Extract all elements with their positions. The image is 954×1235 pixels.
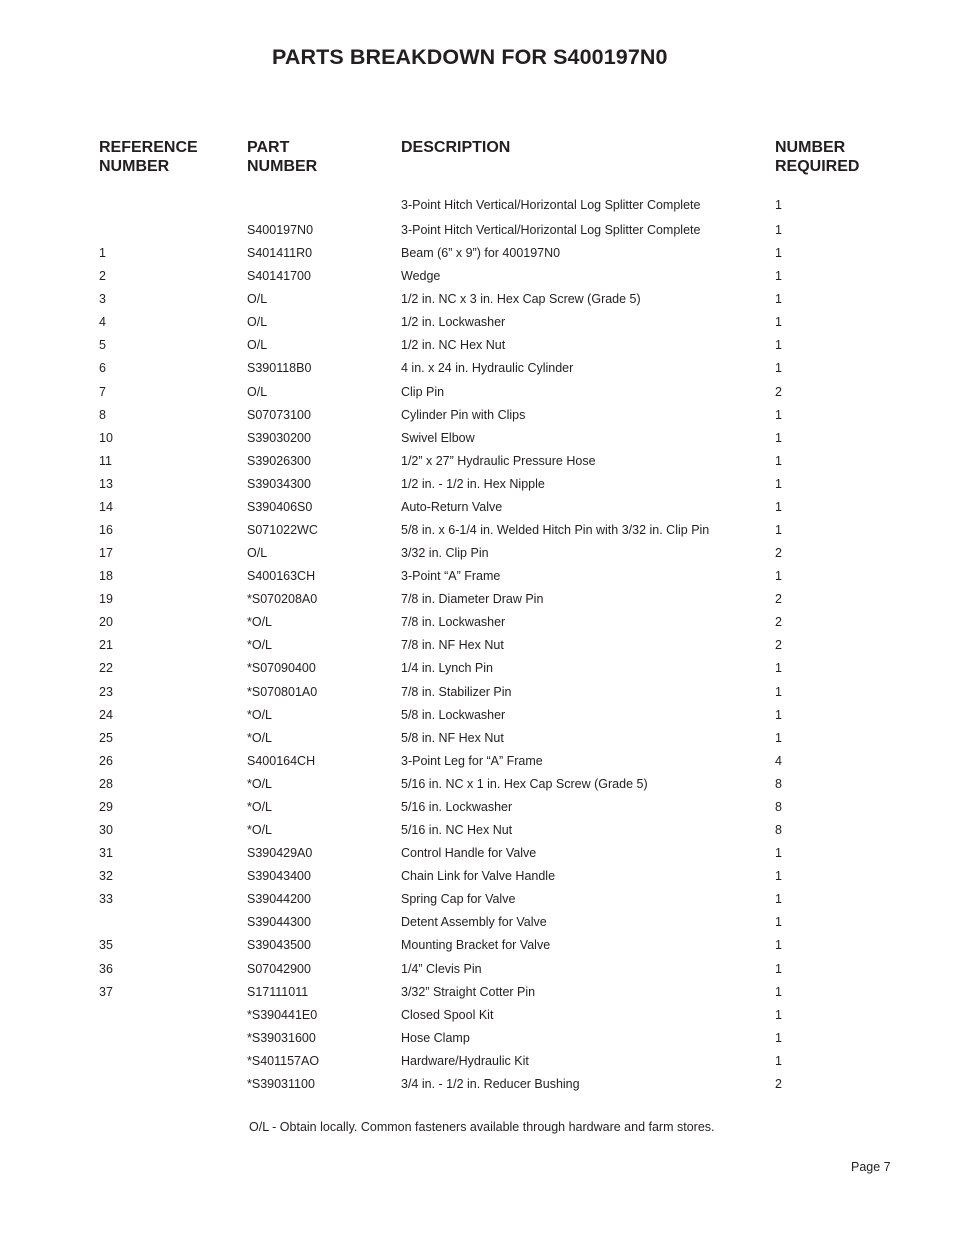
quantity-cell: 2 xyxy=(775,384,782,399)
reference-cell: 25 xyxy=(99,730,113,745)
table-row xyxy=(0,888,954,911)
quantity-cell: 1 xyxy=(775,315,782,330)
quantity-cell: 1 xyxy=(775,1030,782,1045)
table-row xyxy=(0,958,954,981)
quantity-cell: 2 xyxy=(775,1076,782,1091)
parts-table-body xyxy=(0,194,954,1096)
quantity-cell: 1 xyxy=(775,1053,782,1068)
reference-cell: 33 xyxy=(99,892,113,907)
description-cell: 4 in. x 24 in. Hydraulic Cylinder xyxy=(401,361,574,376)
reference-cell: 36 xyxy=(99,961,113,976)
description-cell: 5/16 in. NC Hex Nut xyxy=(401,823,513,838)
part-number-cell: S39034300 xyxy=(247,476,311,491)
description-cell: 3/4 in. - 1/2 in. Reducer Bushing xyxy=(401,1076,580,1091)
reference-cell: 29 xyxy=(99,799,113,814)
reference-cell: 1 xyxy=(99,246,106,261)
reference-cell: 11 xyxy=(99,453,112,468)
table-row xyxy=(0,588,954,611)
part-number-cell: *S390441E0 xyxy=(247,1007,318,1022)
reference-cell: 37 xyxy=(99,984,113,999)
part-number-cell: *O/L xyxy=(247,799,273,814)
header-number-line2: REQUIRED xyxy=(775,158,860,175)
header-reference-number xyxy=(99,138,198,176)
header-part-number xyxy=(247,138,317,176)
part-number-cell: O/L xyxy=(247,338,268,353)
quantity-cell: 1 xyxy=(775,246,782,261)
header-description-line1: DESCRIPTION xyxy=(401,139,511,156)
quantity-cell: 1 xyxy=(775,430,782,445)
description-cell: Control Handle for Valve xyxy=(401,846,537,861)
description-cell: Cylinder Pin with Clips xyxy=(401,407,526,422)
description-cell: Hardware/Hydraulic Kit xyxy=(401,1053,529,1068)
description-cell: 1/4 in. Lynch Pin xyxy=(401,661,493,676)
part-number-cell: S401411R0 xyxy=(247,246,313,261)
part-number-cell: *S070801A0 xyxy=(247,684,318,699)
part-number-cell: *O/L xyxy=(247,638,273,653)
description-cell: 3/32 in. Clip Pin xyxy=(401,546,489,561)
description-cell: Beam (6” x 9”) for 400197N0 xyxy=(401,246,561,261)
quantity-cell: 8 xyxy=(775,823,782,838)
quantity-cell: 1 xyxy=(775,361,782,376)
table-row xyxy=(0,1050,954,1073)
description-cell: 7/8 in. NF Hex Nut xyxy=(401,638,504,653)
reference-cell: 13 xyxy=(99,476,113,491)
table-row xyxy=(0,311,954,334)
reference-cell: 22 xyxy=(99,661,113,676)
part-number-cell: *O/L xyxy=(247,707,273,722)
description-cell: Swivel Elbow xyxy=(401,430,475,445)
table-row xyxy=(0,404,954,427)
description-cell: Detent Assembly for Valve xyxy=(401,915,547,930)
reference-cell: 32 xyxy=(99,869,113,884)
description-cell: 1/2 in. NC x 3 in. Hex Cap Screw (Grade 5) xyxy=(401,292,641,307)
table-row xyxy=(0,611,954,634)
table-row xyxy=(0,381,954,404)
description-cell: 3-Point Hitch Vertical/Horizontal Log Splitter Complete xyxy=(401,198,701,212)
quantity-cell: 1 xyxy=(775,499,782,514)
reference-cell: 17 xyxy=(99,546,113,561)
reference-cell: 30 xyxy=(99,823,113,838)
table-row xyxy=(0,1027,954,1050)
part-number-cell: S390118B0 xyxy=(247,361,312,376)
description-cell: 5/16 in. Lockwasher xyxy=(401,799,513,814)
part-number-cell: S390406S0 xyxy=(247,499,313,514)
reference-cell: 28 xyxy=(99,776,113,791)
footnote: O/L - Obtain locally. Common fasteners available through hardware and farm stores. xyxy=(249,1120,715,1134)
description-cell: Spring Cap for Valve xyxy=(401,892,516,907)
part-number-cell: O/L xyxy=(247,315,268,330)
part-number-cell: S400164CH xyxy=(247,753,316,768)
part-number-cell: S07073100 xyxy=(247,407,311,422)
table-row xyxy=(0,842,954,865)
quantity-cell: 1 xyxy=(775,707,782,722)
description-cell: Hose Clamp xyxy=(401,1030,470,1045)
part-number-cell: S39044200 xyxy=(247,892,311,907)
part-number-cell: *S401157AO xyxy=(247,1053,320,1068)
quantity-cell: 2 xyxy=(775,638,782,653)
table-row xyxy=(0,473,954,496)
table-row xyxy=(0,288,954,311)
table-row xyxy=(0,981,954,1004)
part-number-cell: S39043400 xyxy=(247,869,311,884)
table-row xyxy=(0,194,954,219)
page-title: PARTS BREAKDOWN FOR S400197N0 xyxy=(272,45,668,69)
table-row xyxy=(0,911,954,934)
quantity-cell: 1 xyxy=(775,961,782,976)
quantity-cell: 1 xyxy=(775,223,782,237)
quantity-cell: 8 xyxy=(775,799,782,814)
table-row xyxy=(0,934,954,957)
reference-cell: 19 xyxy=(99,592,113,607)
quantity-cell: 1 xyxy=(775,569,782,584)
description-cell: Closed Spool Kit xyxy=(401,1007,494,1022)
reference-cell: 5 xyxy=(99,338,106,353)
table-row xyxy=(0,1004,954,1027)
header-number-line1: NUMBER xyxy=(775,139,846,156)
description-cell: Wedge xyxy=(401,269,441,284)
quantity-cell: 1 xyxy=(775,684,782,699)
part-number-cell: *S070208A0 xyxy=(247,592,318,607)
quantity-cell: 1 xyxy=(775,1007,782,1022)
reference-cell: 4 xyxy=(99,315,106,330)
quantity-cell: 1 xyxy=(775,476,782,491)
part-number-cell: S400163CH xyxy=(247,569,316,584)
reference-cell: 10 xyxy=(99,430,113,445)
description-cell: 5/16 in. NC x 1 in. Hex Cap Screw (Grade 5) xyxy=(401,776,648,791)
part-number-cell: O/L xyxy=(247,546,268,561)
quantity-cell: 1 xyxy=(775,984,782,999)
description-cell: 3-Point Leg for “A” Frame xyxy=(401,753,543,768)
quantity-cell: 1 xyxy=(775,915,782,930)
header-part-line1: PART xyxy=(247,139,290,156)
reference-cell: 7 xyxy=(99,384,106,399)
description-cell: Chain Link for Valve Handle xyxy=(401,869,556,884)
table-row xyxy=(0,796,954,819)
reference-cell: 24 xyxy=(99,707,113,722)
quantity-cell: 8 xyxy=(775,776,782,791)
header-description xyxy=(401,138,510,157)
description-cell: Auto-Return Valve xyxy=(401,499,503,514)
table-row xyxy=(0,750,954,773)
description-cell: 1/2 in. Lockwasher xyxy=(401,315,506,330)
description-cell: 1/2 in. NC Hex Nut xyxy=(401,338,506,353)
reference-cell: 20 xyxy=(99,615,113,630)
quantity-cell: 1 xyxy=(775,661,782,676)
part-number-cell: S40141700 xyxy=(247,269,311,284)
table-row xyxy=(0,565,954,588)
description-cell: 7/8 in. Diameter Draw Pin xyxy=(401,592,544,607)
quantity-cell: 1 xyxy=(775,292,782,307)
description-cell: 3/32” Straight Cotter Pin xyxy=(401,984,536,999)
quantity-cell: 2 xyxy=(775,615,782,630)
description-cell: 5/8 in. x 6-1/4 in. Welded Hitch Pin with 3/32 in. Clip Pin xyxy=(401,523,710,538)
table-row xyxy=(0,496,954,519)
reference-cell: 8 xyxy=(99,407,106,422)
table-row xyxy=(0,1073,954,1096)
description-cell: 5/8 in. NF Hex Nut xyxy=(401,730,504,745)
table-row xyxy=(0,727,954,750)
reference-cell: 16 xyxy=(99,523,113,538)
header-part-line2: NUMBER xyxy=(247,158,318,175)
table-row xyxy=(0,242,954,265)
reference-cell: 35 xyxy=(99,938,113,953)
table-row xyxy=(0,657,954,680)
table-row xyxy=(0,865,954,888)
part-number-cell: S17111011 xyxy=(247,984,309,999)
reference-cell: 31 xyxy=(99,846,113,861)
part-number-cell: *O/L xyxy=(247,615,273,630)
reference-cell: 21 xyxy=(99,638,113,653)
quantity-cell: 4 xyxy=(775,753,782,768)
quantity-cell: 2 xyxy=(775,546,782,561)
table-row xyxy=(0,519,954,542)
description-cell: 1/2 in. - 1/2 in. Hex Nipple xyxy=(401,476,545,491)
description-cell: Mounting Bracket for Valve xyxy=(401,938,551,953)
reference-cell: 2 xyxy=(99,269,106,284)
reference-cell: 23 xyxy=(99,684,113,699)
quantity-cell: 1 xyxy=(775,523,782,538)
part-number-cell: *O/L xyxy=(247,776,273,791)
quantity-cell: 1 xyxy=(775,892,782,907)
quantity-cell: 1 xyxy=(775,730,782,745)
part-number-cell: S400197N0 xyxy=(247,223,314,237)
part-number-cell: S39044300 xyxy=(247,915,311,930)
table-row xyxy=(0,681,954,704)
part-number-cell: *O/L xyxy=(247,730,273,745)
reference-cell: 6 xyxy=(99,361,106,376)
quantity-cell: 2 xyxy=(775,592,782,607)
quantity-cell: 1 xyxy=(775,338,782,353)
reference-cell: 14 xyxy=(99,499,113,514)
part-number-cell: O/L xyxy=(247,292,268,307)
table-row xyxy=(0,773,954,796)
table-row xyxy=(0,265,954,288)
header-number-required xyxy=(775,138,859,176)
header-reference-line2: NUMBER xyxy=(99,158,170,175)
table-row xyxy=(0,634,954,657)
table-row xyxy=(0,704,954,727)
description-cell: 3-Point “A” Frame xyxy=(401,569,501,584)
description-cell: 3-Point Hitch Vertical/Horizontal Log Splitter Complete xyxy=(401,223,701,237)
part-number-cell: S39043500 xyxy=(247,938,311,953)
part-number-cell: S07042900 xyxy=(247,961,311,976)
description-cell: 5/8 in. Lockwasher xyxy=(401,707,506,722)
table-row xyxy=(0,819,954,842)
part-number-cell: S390429A0 xyxy=(247,846,313,861)
description-cell: 7/8 in. Lockwasher xyxy=(401,615,506,630)
page-number: Page 7 xyxy=(851,1160,891,1174)
part-number-cell: S071022WC xyxy=(247,523,318,538)
table-row xyxy=(0,357,954,380)
part-number-cell: S39030200 xyxy=(247,430,311,445)
reference-cell: 3 xyxy=(99,292,106,307)
table-row xyxy=(0,334,954,357)
part-number-cell: O/L xyxy=(247,384,268,399)
table-row xyxy=(0,542,954,565)
part-number-cell: S39026300 xyxy=(247,453,311,468)
description-cell: 7/8 in. Stabilizer Pin xyxy=(401,684,512,699)
header-reference-line1: REFERENCE xyxy=(99,139,198,156)
quantity-cell: 1 xyxy=(775,938,782,953)
quantity-cell: 1 xyxy=(775,269,782,284)
part-number-cell: *S39031600 xyxy=(247,1030,316,1045)
table-row xyxy=(0,219,954,242)
description-cell: 1/2” x 27” Hydraulic Pressure Hose xyxy=(401,453,596,468)
quantity-cell: 1 xyxy=(775,453,782,468)
quantity-cell: 1 xyxy=(775,869,782,884)
reference-cell: 26 xyxy=(99,753,113,768)
description-cell: Clip Pin xyxy=(401,384,445,399)
description-cell: 1/4” Clevis Pin xyxy=(401,961,482,976)
table-row xyxy=(0,450,954,473)
table-row xyxy=(0,427,954,450)
part-number-cell: *S07090400 xyxy=(247,661,316,676)
quantity-cell: 1 xyxy=(775,198,782,212)
part-number-cell: *O/L xyxy=(247,823,273,838)
quantity-cell: 1 xyxy=(775,407,782,422)
reference-cell: 18 xyxy=(99,569,113,584)
part-number-cell: *S39031100 xyxy=(247,1076,315,1091)
quantity-cell: 1 xyxy=(775,846,782,861)
